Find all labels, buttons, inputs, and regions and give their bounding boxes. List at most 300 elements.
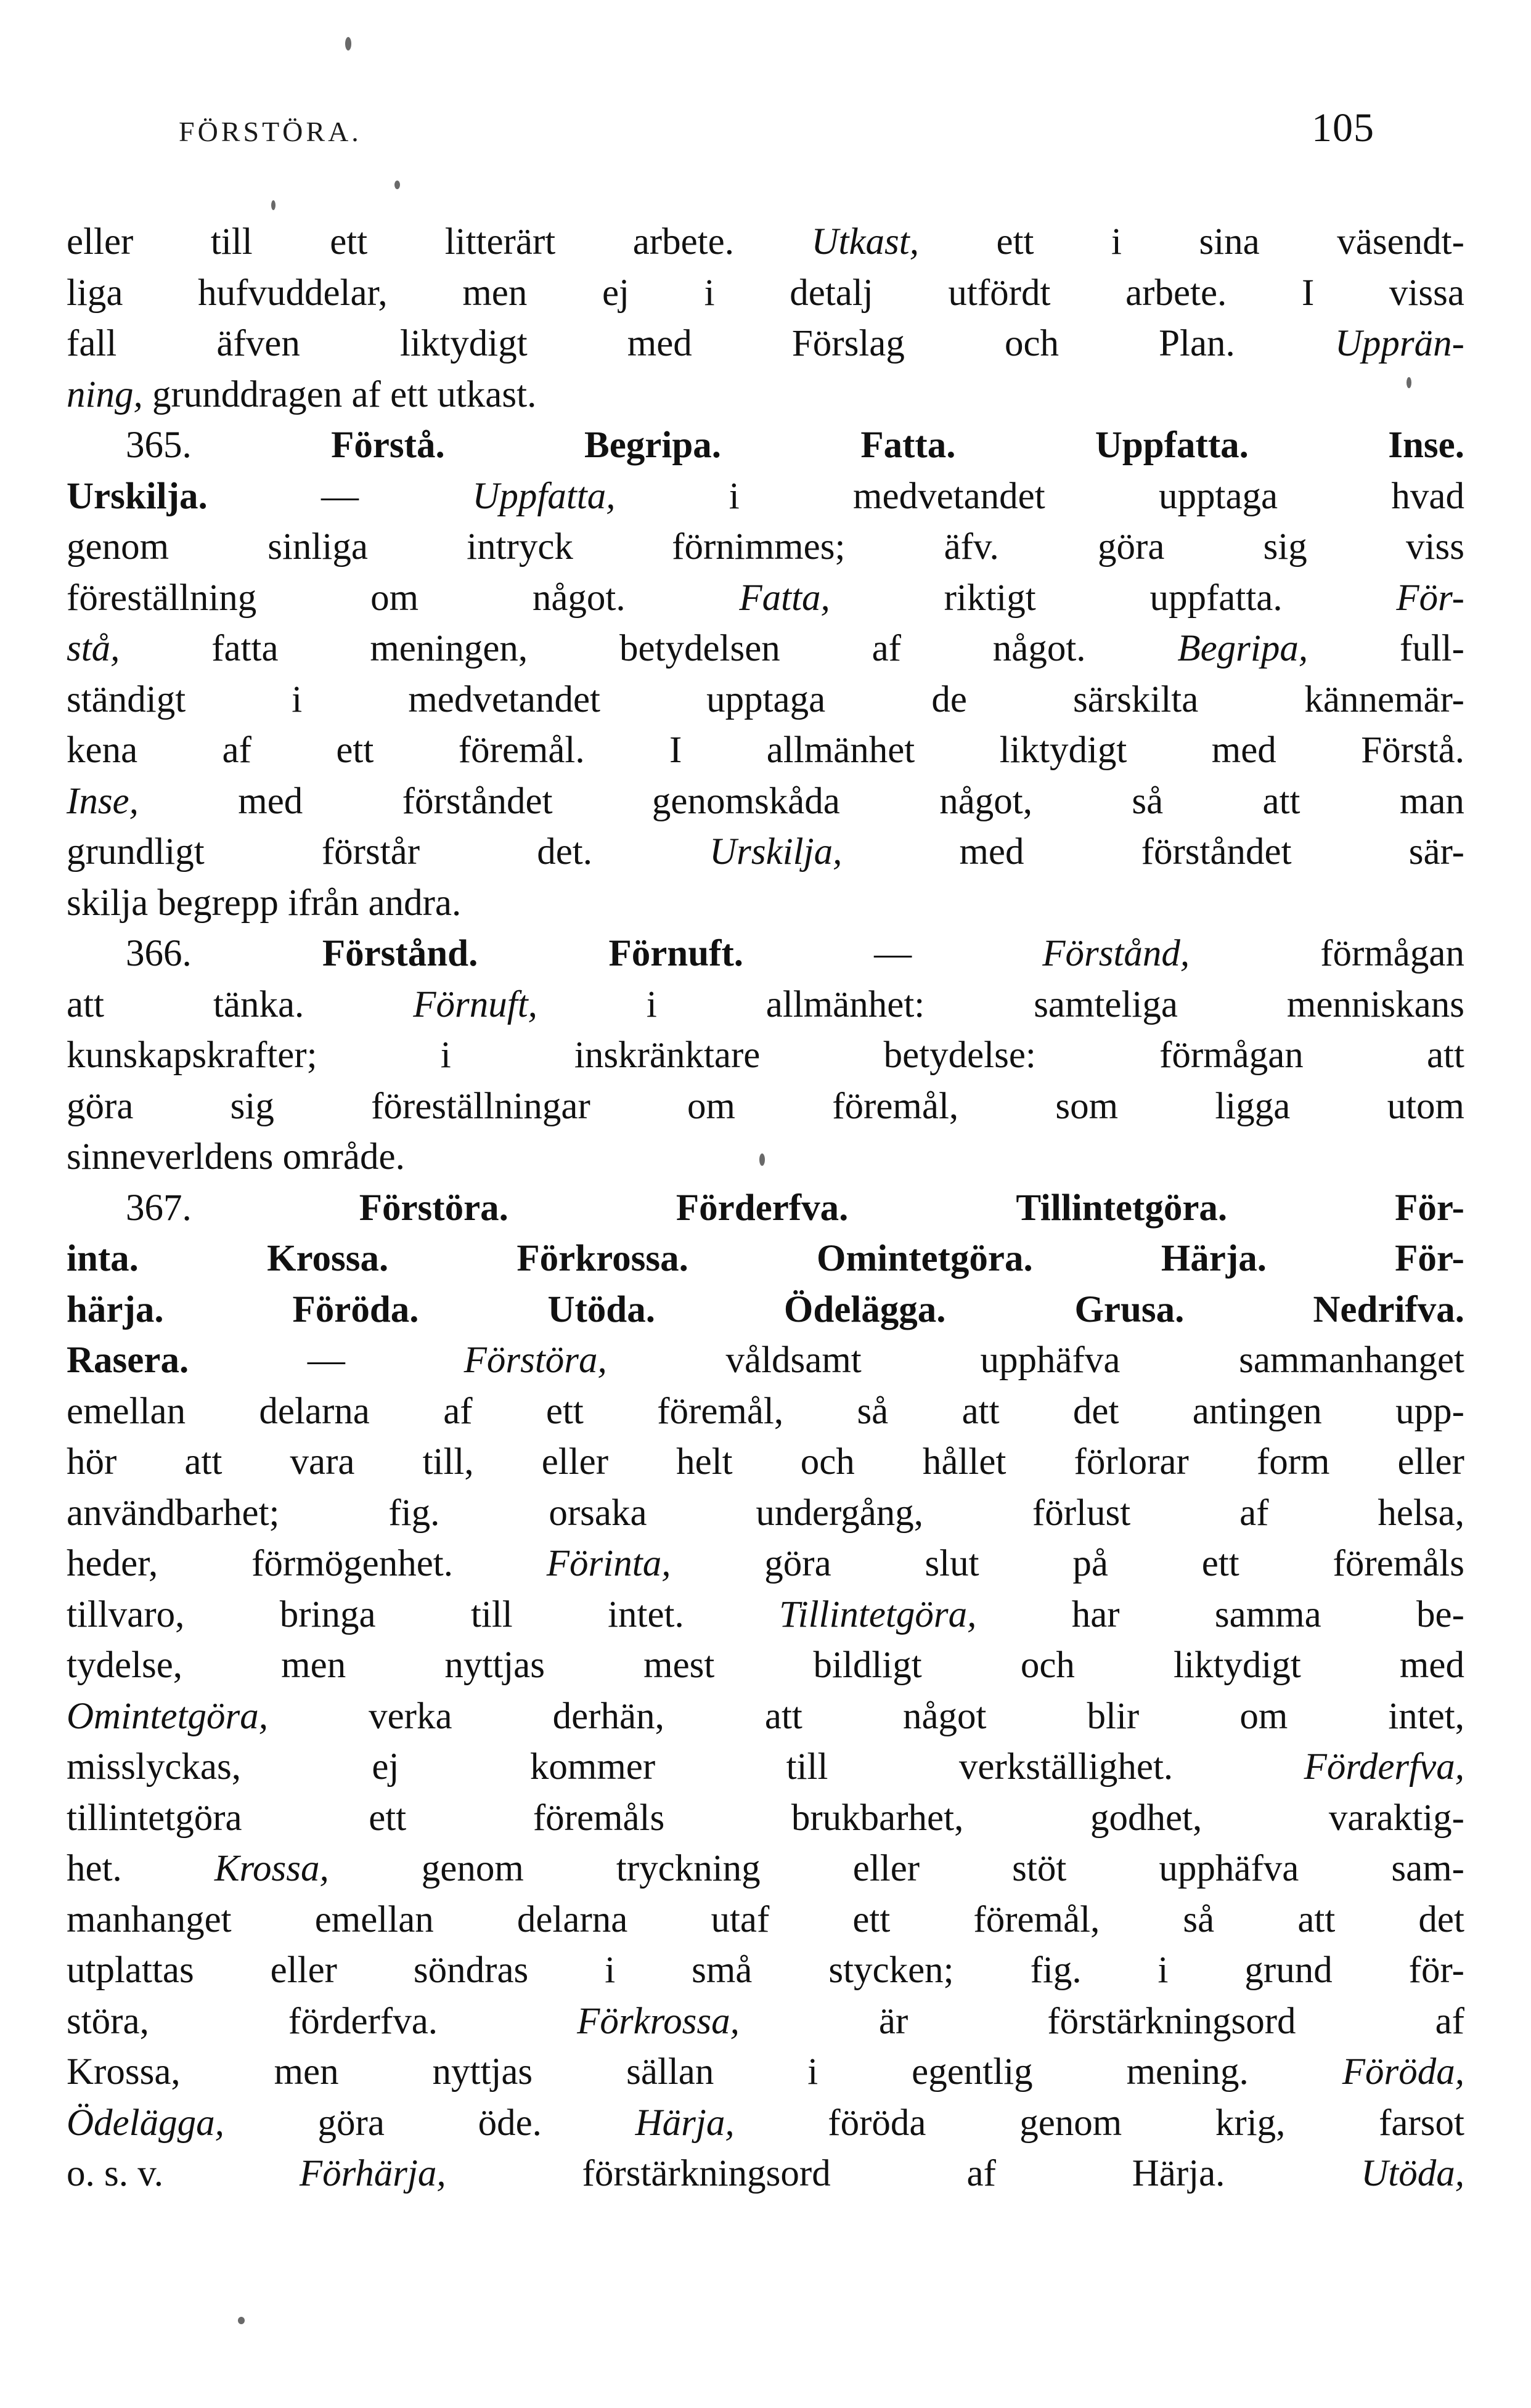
text-token: förderfva. xyxy=(288,2000,438,2042)
text-line xyxy=(67,573,1464,624)
text-line xyxy=(67,827,1464,878)
text-token: sammanhanget xyxy=(1239,1340,1464,1381)
text-token xyxy=(148,878,157,929)
text-token: till xyxy=(210,221,253,262)
text-token: tillintetgöra xyxy=(67,1797,242,1839)
text-token: 365. xyxy=(126,425,192,466)
text-token: medvetandet xyxy=(853,475,1045,517)
text-token: intryck xyxy=(467,526,573,567)
text-token: het. xyxy=(67,1848,122,1889)
text-line xyxy=(67,980,1464,1031)
text-token: inskränktare xyxy=(574,1035,761,1076)
text-line xyxy=(67,675,1464,726)
text-token: Fatta. xyxy=(860,425,956,466)
text-token: men xyxy=(274,2051,339,2093)
text-token: Föröda. xyxy=(292,1288,419,1330)
text-token: i xyxy=(292,678,303,720)
text-token: på xyxy=(1072,1543,1108,1584)
text-token: ej xyxy=(602,272,630,314)
text-token: genomskåda xyxy=(651,780,840,822)
running-head-title: FÖRSTÖRA. xyxy=(179,116,362,147)
text-line xyxy=(67,2047,1464,2098)
text-line xyxy=(67,1590,1464,1641)
text-line xyxy=(67,878,1464,929)
text-token: eller xyxy=(67,221,134,262)
text-token: med xyxy=(1211,730,1276,771)
scan-speck xyxy=(238,2317,245,2324)
text-token: af xyxy=(1435,2000,1464,2042)
text-token: sinliga xyxy=(267,526,368,567)
text-token: till xyxy=(786,1746,828,1788)
text-token: särskilta xyxy=(1073,678,1199,720)
text-token: till xyxy=(470,1593,513,1635)
text-token: fig. xyxy=(388,1492,440,1534)
text-token: kunskapskrafter; xyxy=(67,1035,317,1076)
text-token: Förinta, xyxy=(546,1543,671,1584)
text-token: förmågan xyxy=(1159,1035,1304,1076)
text-token: upphäfva xyxy=(1159,1848,1299,1889)
text-token: delarna xyxy=(259,1390,370,1432)
text-token: Ödelägga. xyxy=(783,1288,946,1330)
text-token: Utkast, xyxy=(811,221,919,262)
text-token: Begripa. xyxy=(584,425,722,466)
text-token: menniskans xyxy=(1286,983,1464,1025)
text-token: manhanget xyxy=(67,1898,232,1940)
text-line xyxy=(67,1945,1464,1996)
text-token: Härja. xyxy=(1161,1238,1267,1279)
text-line xyxy=(67,624,1464,675)
text-token: emellan xyxy=(314,1898,434,1940)
text-line xyxy=(67,370,1464,421)
text-token: att xyxy=(67,983,104,1025)
text-token: förlorar xyxy=(1074,1441,1189,1483)
text-token: Härja, xyxy=(635,2102,735,2144)
text-token: meningen, xyxy=(370,628,528,669)
text-token: föröda xyxy=(828,2102,926,2144)
text-line xyxy=(67,1640,1464,1691)
text-token: blir xyxy=(1087,1695,1140,1737)
text-line xyxy=(67,1844,1464,1895)
text-token: Urskilja. xyxy=(67,475,208,517)
text-token: sina xyxy=(1199,221,1260,262)
text-token: föremål. xyxy=(458,730,585,771)
text-token: liktydigt xyxy=(399,323,528,364)
text-token: Utöda, xyxy=(1361,2153,1464,2194)
text-token: helt xyxy=(676,1441,733,1483)
text-token: full- xyxy=(1399,628,1464,669)
text-token: förstärkningsord xyxy=(1047,2000,1296,2042)
text-token: genom xyxy=(421,1848,524,1889)
scan-speck xyxy=(345,37,351,51)
text-token: detalj xyxy=(790,272,873,314)
text-token: af xyxy=(966,2153,996,2194)
text-token: farsot xyxy=(1379,2102,1464,2144)
text-token: föremål, xyxy=(657,1390,784,1432)
text-token: eller xyxy=(1397,1441,1464,1483)
text-token: ej xyxy=(372,1746,399,1788)
text-token: att xyxy=(961,1390,1000,1432)
text-token: betydelsen xyxy=(619,628,780,669)
text-token: Krossa, xyxy=(67,2051,181,2093)
text-token: ett xyxy=(369,1797,407,1839)
text-token: ett xyxy=(330,221,368,262)
text-token: kännemär- xyxy=(1304,678,1464,720)
text-line xyxy=(67,217,1464,268)
text-token: användbarhet; xyxy=(67,1492,280,1534)
text-token: små xyxy=(692,1950,753,1991)
text-line xyxy=(67,420,1464,471)
text-token: upptaga xyxy=(706,678,826,720)
text-token: Förnuft, xyxy=(413,983,537,1025)
text-token: i xyxy=(440,1035,451,1076)
text-token: riktigt xyxy=(944,577,1036,619)
text-token: vara xyxy=(290,1441,355,1483)
text-token xyxy=(359,878,368,929)
text-token xyxy=(143,370,152,421)
text-token: härja. xyxy=(67,1288,164,1330)
text-token: om xyxy=(687,1085,735,1127)
text-token: förstår xyxy=(321,831,420,872)
scan-speck xyxy=(1406,377,1411,388)
text-token: liktydigt xyxy=(999,730,1127,771)
scan-speck xyxy=(394,181,400,189)
text-token: samteliga xyxy=(1034,983,1178,1025)
text-line xyxy=(67,1742,1464,1793)
text-token: att xyxy=(1297,1898,1336,1940)
text-line xyxy=(67,725,1464,776)
text-token: Tillintetgöra, xyxy=(779,1593,977,1635)
text-token: i xyxy=(1111,221,1122,262)
text-line xyxy=(67,319,1464,370)
text-token: i xyxy=(807,2051,819,2093)
text-line xyxy=(67,522,1464,573)
text-line xyxy=(67,1335,1464,1386)
text-token: antingen xyxy=(1192,1390,1322,1432)
text-token: brukbarhet, xyxy=(791,1797,964,1839)
text-line xyxy=(67,1234,1464,1285)
text-token: För- xyxy=(1395,1238,1464,1279)
text-token: Begripa, xyxy=(1177,628,1308,669)
text-token: Tillintetgöra. xyxy=(1016,1187,1228,1229)
text-token: hållet xyxy=(922,1441,1006,1483)
text-token: göra xyxy=(317,2102,385,2144)
text-token: stycken; xyxy=(828,1950,954,1991)
text-token: skilja xyxy=(67,882,149,924)
text-token: andra. xyxy=(368,882,462,924)
text-token xyxy=(342,370,351,421)
text-token: söndras xyxy=(413,1950,529,1991)
text-token: ett xyxy=(390,373,428,415)
text-token: tänka. xyxy=(213,983,304,1025)
text-token: något. xyxy=(992,628,1086,669)
scan-speck xyxy=(759,1153,765,1166)
text-token: krig, xyxy=(1215,2102,1286,2144)
text-token: fatta xyxy=(211,628,279,669)
text-token: ifrån xyxy=(288,882,359,924)
text-token: men xyxy=(281,1645,346,1686)
text-token: utkast. xyxy=(437,373,537,415)
text-token: Krossa. xyxy=(267,1238,389,1279)
text-token: göra xyxy=(764,1543,831,1584)
text-token: sär- xyxy=(1408,831,1464,872)
text-token: förståndet xyxy=(1141,831,1292,872)
text-token: Förderfva. xyxy=(676,1187,849,1229)
scan-speck xyxy=(271,200,276,210)
text-token: ett xyxy=(1201,1543,1239,1584)
text-token xyxy=(273,1132,282,1183)
text-token: litterärt xyxy=(444,221,556,262)
text-line xyxy=(67,1793,1464,1844)
text-token: orsaka xyxy=(549,1492,647,1534)
text-token: att xyxy=(1426,1035,1464,1076)
text-token: Förstöra, xyxy=(463,1340,607,1381)
text-token: om xyxy=(370,577,419,619)
text-token: verka xyxy=(369,1695,452,1737)
text-token: hufvuddelar, xyxy=(198,272,388,314)
text-line xyxy=(67,776,1464,828)
text-token: upphäfva xyxy=(980,1340,1121,1381)
text-token: arbete. xyxy=(1125,272,1227,314)
text-token: intet, xyxy=(1388,1695,1464,1737)
text-token: arbete. xyxy=(632,221,734,262)
text-token: utplattas xyxy=(67,1950,194,1991)
text-token: Inse. xyxy=(1388,425,1464,466)
text-token: det xyxy=(1072,1390,1119,1432)
text-token: bringa xyxy=(279,1593,376,1635)
text-token: så xyxy=(1183,1898,1215,1940)
text-token: stöt xyxy=(1012,1848,1067,1889)
text-token: öde. xyxy=(478,2102,542,2144)
text-token: Ödelägga, xyxy=(67,2102,224,2144)
text-token: äfven xyxy=(216,323,300,364)
text-token: Nedrifva. xyxy=(1313,1288,1464,1330)
text-token: Omintetgöra, xyxy=(67,1695,269,1737)
text-token xyxy=(279,878,288,929)
text-token: i xyxy=(646,983,657,1025)
text-token: vissa xyxy=(1389,272,1464,314)
text-token: Förstå. xyxy=(1361,730,1464,771)
text-token: att xyxy=(764,1695,802,1737)
text-token: Förkrossa. xyxy=(516,1238,688,1279)
text-token: För- xyxy=(1396,577,1464,619)
text-token: utaf xyxy=(711,1898,770,1940)
text-token: slut xyxy=(925,1543,979,1584)
text-token: af xyxy=(1239,1492,1269,1534)
text-token: i xyxy=(729,475,740,517)
text-token: göra xyxy=(1098,526,1165,567)
text-token: af xyxy=(872,628,901,669)
text-token: 367. xyxy=(126,1187,192,1229)
text-line xyxy=(67,1691,1464,1743)
text-token: så xyxy=(1132,780,1164,822)
text-token: Förstånd. xyxy=(322,933,478,974)
text-token: heder, xyxy=(67,1543,158,1584)
text-token: nyttjas xyxy=(444,1645,545,1686)
text-token: af xyxy=(443,1390,473,1432)
text-token: allmänhet xyxy=(766,730,915,771)
text-token: de xyxy=(931,678,967,720)
text-token: upp- xyxy=(1395,1390,1464,1432)
text-token: Förslag xyxy=(791,323,905,364)
text-token: Förhärja, xyxy=(299,2153,446,2194)
text-token: — xyxy=(321,475,359,517)
text-token: ett xyxy=(336,730,374,771)
text-token: stå, xyxy=(67,628,120,669)
text-line xyxy=(67,1132,1464,1183)
text-token: eller xyxy=(852,1848,920,1889)
text-token: Omintetgöra. xyxy=(817,1238,1033,1279)
text-token: verkställighet. xyxy=(958,1746,1174,1788)
text-token: form xyxy=(1256,1441,1330,1483)
body-text xyxy=(67,217,1464,2200)
text-line xyxy=(67,1285,1464,1336)
text-token: något xyxy=(902,1695,987,1737)
text-token: uppfatta. xyxy=(1149,577,1283,619)
text-token: Utöda. xyxy=(547,1288,655,1330)
text-token: derhän, xyxy=(552,1695,664,1737)
text-token: i xyxy=(605,1950,616,1991)
text-token: delarna xyxy=(516,1898,628,1940)
text-token: Förstånd, xyxy=(1042,933,1190,974)
text-token: med xyxy=(238,780,303,822)
text-token: I xyxy=(669,730,682,771)
text-token: föremåls xyxy=(533,1797,665,1839)
text-token: af xyxy=(351,373,381,415)
text-token: föremål, xyxy=(832,1085,959,1127)
text-token: undergång, xyxy=(756,1492,924,1534)
text-line xyxy=(67,268,1464,319)
text-line xyxy=(67,2098,1464,2149)
text-line xyxy=(67,471,1464,523)
text-token: utom xyxy=(1387,1085,1464,1127)
text-token: i xyxy=(1157,1950,1169,1991)
text-token: ning, xyxy=(67,373,143,415)
text-token: äfv. xyxy=(944,526,999,567)
text-token: förmögenhet. xyxy=(251,1543,453,1584)
text-token: Grusa. xyxy=(1074,1288,1185,1330)
text-token: varaktig- xyxy=(1328,1797,1464,1839)
text-token: betydelse: xyxy=(883,1035,1036,1076)
text-token: har xyxy=(1071,1593,1120,1635)
text-token: att xyxy=(184,1441,223,1483)
text-token: något, xyxy=(939,780,1032,822)
text-token: fall xyxy=(67,323,117,364)
text-token: väsendt- xyxy=(1337,221,1464,262)
text-token: område. xyxy=(282,1136,405,1178)
text-token: Urskilja, xyxy=(709,831,843,872)
text-token: grund xyxy=(1244,1950,1333,1991)
text-token: Fatta, xyxy=(739,577,830,619)
text-token: mest xyxy=(643,1645,715,1686)
text-token: eller xyxy=(270,1950,337,1991)
text-token: eller xyxy=(541,1441,609,1483)
text-token: genom xyxy=(67,526,169,567)
text-token: bildligt xyxy=(813,1645,922,1686)
text-token: förlust xyxy=(1032,1492,1131,1534)
text-token: hvad xyxy=(1391,475,1464,517)
text-token: sig xyxy=(230,1085,274,1127)
text-token: utfördt xyxy=(948,272,1051,314)
text-token: ett xyxy=(996,221,1034,262)
text-token: inta. xyxy=(67,1238,139,1279)
text-line xyxy=(67,1183,1464,1234)
text-token: är xyxy=(878,2000,908,2042)
text-line xyxy=(67,1996,1464,2048)
text-token: — xyxy=(307,1340,345,1381)
text-token: 366. xyxy=(126,933,192,974)
text-token: ständigt xyxy=(67,678,186,720)
text-token: misslyckas, xyxy=(67,1746,241,1788)
text-token: Rasera. xyxy=(67,1340,189,1381)
text-token: och xyxy=(1020,1645,1075,1686)
text-token: Uppfatta. xyxy=(1095,425,1249,466)
text-token: göra xyxy=(67,1085,134,1127)
text-token: genom xyxy=(1019,2102,1122,2144)
text-token xyxy=(381,370,390,421)
text-token: grundligt xyxy=(67,831,205,872)
text-token: ligga xyxy=(1215,1085,1291,1127)
text-line xyxy=(67,1386,1464,1438)
text-token: sinneverldens xyxy=(67,1136,274,1178)
text-token: kena xyxy=(67,730,138,771)
text-token: ett xyxy=(545,1390,584,1432)
text-token: och xyxy=(800,1441,855,1483)
text-token: Förnuft. xyxy=(608,933,744,974)
text-token: för- xyxy=(1408,1950,1464,1991)
text-line xyxy=(67,1081,1464,1133)
text-line xyxy=(67,1895,1464,1946)
text-token: sam- xyxy=(1391,1848,1464,1889)
text-token: o. s. v. xyxy=(67,2153,164,2194)
text-token: upptaga xyxy=(1159,475,1278,517)
text-token: hör xyxy=(67,1441,117,1483)
text-token: sig xyxy=(1263,526,1307,567)
text-token: tryckning xyxy=(616,1848,761,1889)
text-token: förmågan xyxy=(1320,933,1464,974)
text-token: föremåls xyxy=(1333,1543,1464,1584)
text-token: liktydigt xyxy=(1174,1645,1301,1686)
text-token: intet. xyxy=(608,1593,684,1635)
text-line xyxy=(67,1539,1464,1590)
text-token: att xyxy=(1262,780,1300,822)
text-token: i xyxy=(704,272,715,314)
text-token: helsa, xyxy=(1378,1492,1464,1534)
text-token: viss xyxy=(1406,526,1464,567)
text-token: Upprän- xyxy=(1334,323,1464,364)
text-token: sällan xyxy=(626,2051,714,2093)
text-token: — xyxy=(874,933,912,974)
text-token: Härja. xyxy=(1132,2153,1225,2194)
text-token: föreställning xyxy=(67,577,257,619)
text-token: Förstå. xyxy=(331,425,445,466)
text-token: kommer xyxy=(529,1746,656,1788)
text-token: allmänhet: xyxy=(766,983,925,1025)
text-token: Plan. xyxy=(1159,323,1235,364)
text-token: tydelse, xyxy=(67,1645,183,1686)
text-token: förnimmes; xyxy=(672,526,846,567)
text-token: af xyxy=(222,730,251,771)
text-token: föreställningar xyxy=(371,1085,590,1127)
text-token: som xyxy=(1055,1085,1119,1127)
text-token: grunddragen xyxy=(152,373,343,415)
text-line xyxy=(67,929,1464,980)
text-token: fig. xyxy=(1030,1950,1082,1991)
text-token: störa, xyxy=(67,2000,149,2042)
text-token: Föröda, xyxy=(1342,2051,1464,2093)
text-token: så xyxy=(857,1390,889,1432)
text-token: med xyxy=(959,831,1024,872)
text-token: I xyxy=(1301,272,1315,314)
